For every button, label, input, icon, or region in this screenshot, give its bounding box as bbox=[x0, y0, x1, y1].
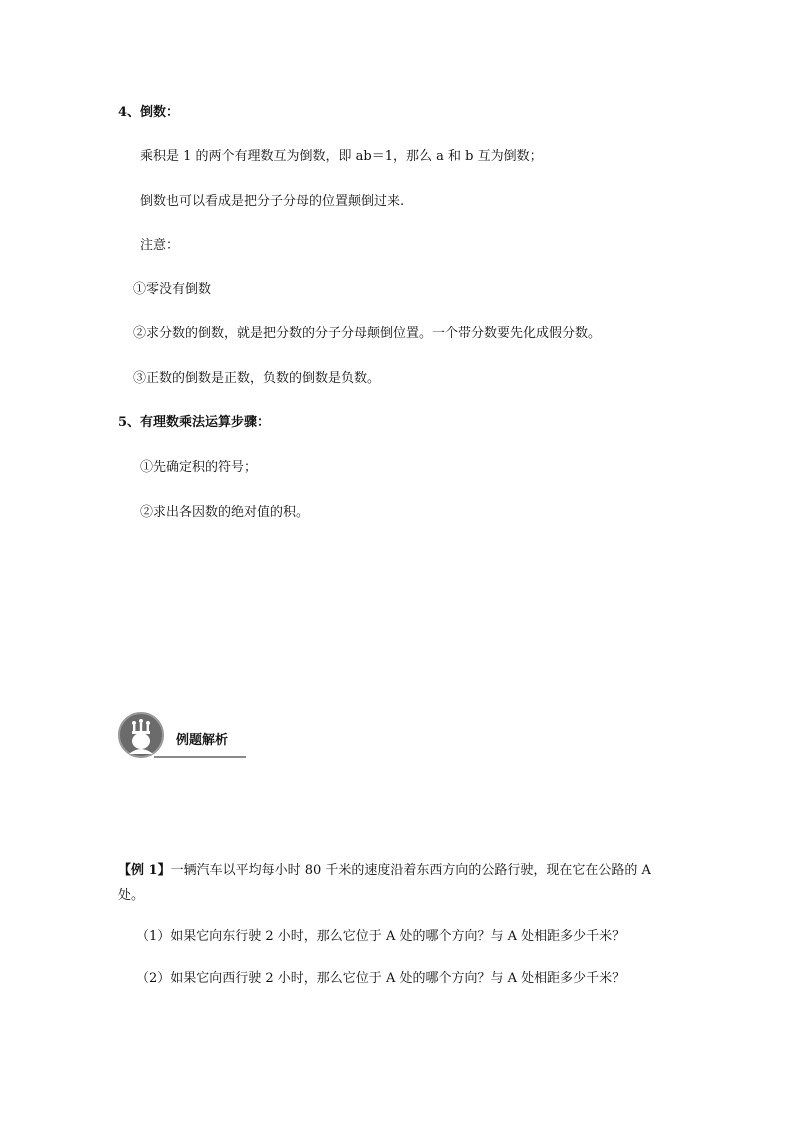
section-4-line-1: 乘积是 1 的两个有理数互为倒数，即 ab＝1，那么 a 和 b 互为倒数； bbox=[140, 149, 543, 164]
note-item-3: ③正数的倒数是正数，负数的倒数是负数。 bbox=[133, 371, 381, 386]
note-item-1: ①零没有倒数 bbox=[133, 282, 212, 297]
section-4-heading: 4、倒数： bbox=[118, 105, 180, 120]
section-4-line-2: 倒数也可以看成是把分子分母的位置颠倒过来. bbox=[140, 194, 405, 209]
example-1-line-1 bbox=[118, 862, 651, 880]
example-1-question-2: （2）如果它向西行驶 2 小时，那么它位于 A 处的哪个方向？与 A 处相距多少千米？ bbox=[136, 971, 626, 986]
crowned-head-icon bbox=[118, 712, 164, 758]
example-1-line-2: 处。 bbox=[118, 888, 145, 903]
step-item-2: ②求出各因数的绝对值的积。 bbox=[140, 505, 310, 520]
note-label: 注意： bbox=[140, 238, 180, 253]
example-section-badge bbox=[118, 712, 246, 760]
step-item-1: ①先确定积的符号； bbox=[140, 460, 258, 475]
note-item-2: ②求分数的倒数，就是把分数的分子分母颠倒位置。一个带分数要先化成假分数。 bbox=[133, 326, 602, 341]
section-5-heading: 5、有理数乘法运算步骤： bbox=[118, 415, 271, 430]
example-1-question-1: （1）如果它向东行驶 2 小时，那么它位于 A 处的哪个方向？与 A 处相距多少千米？ bbox=[136, 929, 626, 944]
badge-underline bbox=[154, 756, 246, 758]
example-1-text: 一辆汽车以平均每小时 80 千米的速度沿着东西方向的公路行驶，现在它在公路的 A bbox=[170, 863, 651, 878]
badge-title: 例题解析 bbox=[176, 733, 229, 748]
example-1-label: 【例 1】 bbox=[118, 863, 171, 878]
